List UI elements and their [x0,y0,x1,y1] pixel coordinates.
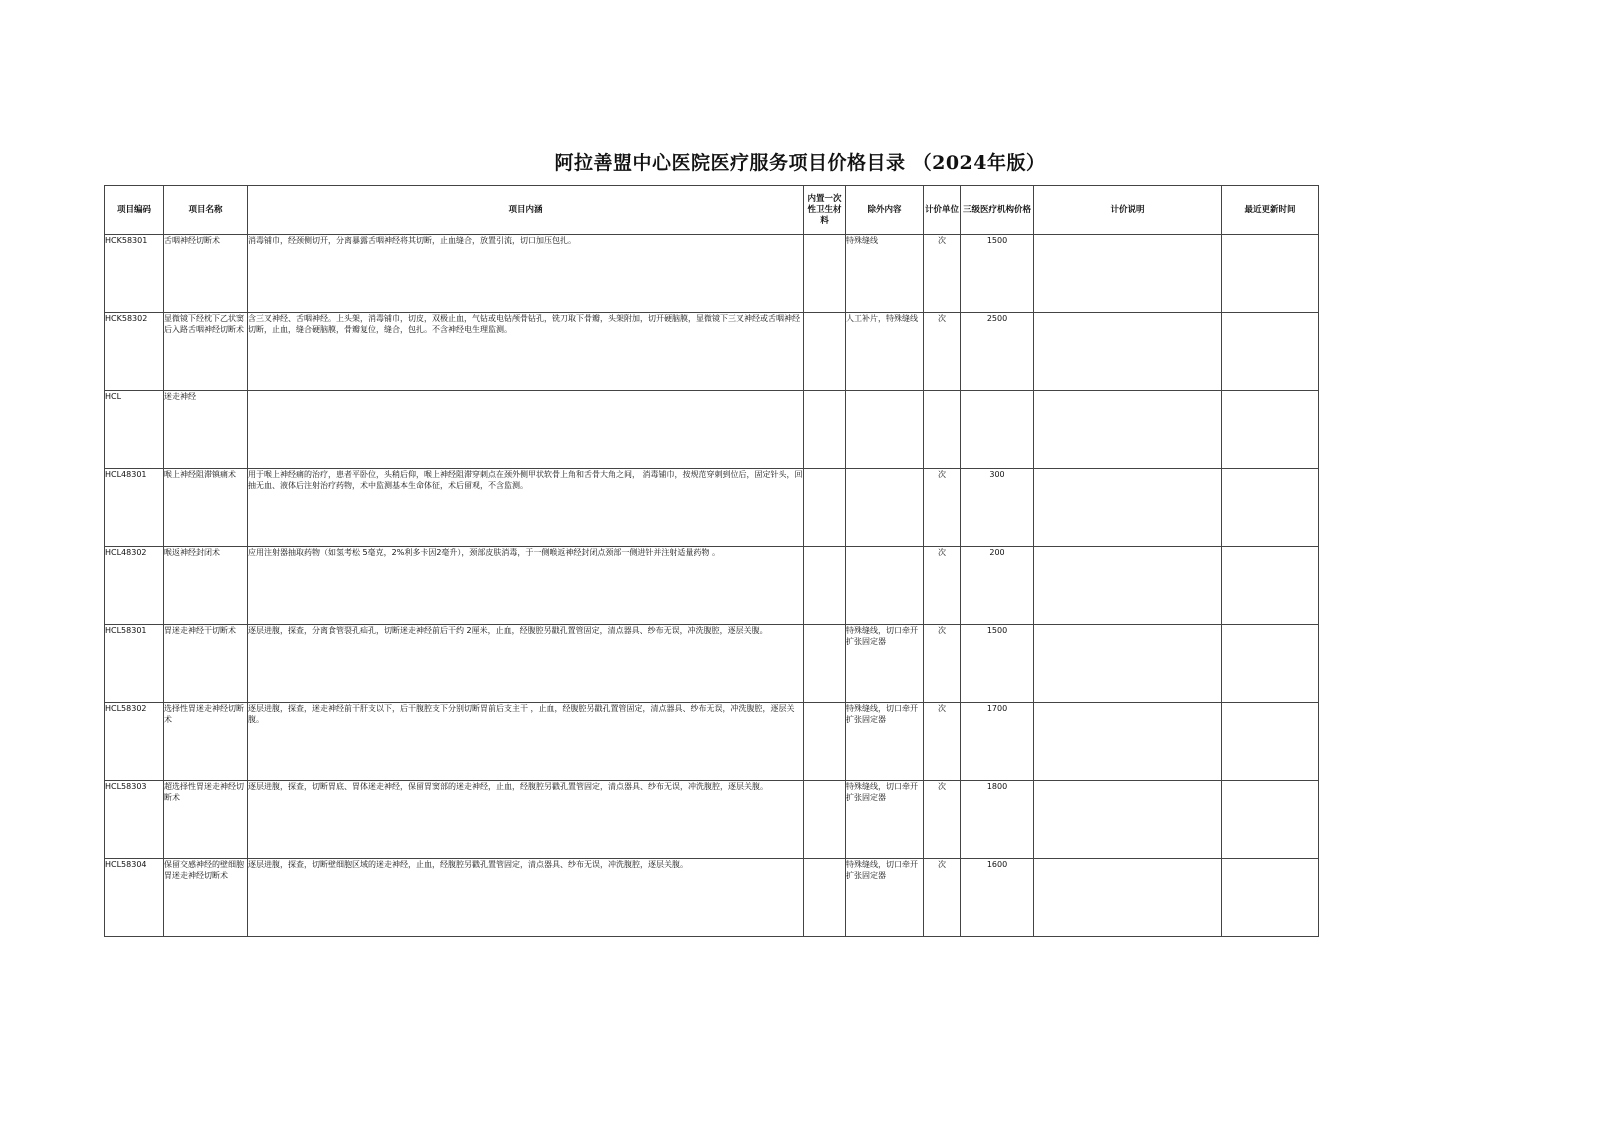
cell-disposable [804,703,846,781]
header-code: 项目编码 [105,186,164,235]
table-row [105,703,1319,781]
cell-note [1034,235,1222,313]
cell-note [1034,547,1222,625]
price-table [104,185,1319,937]
cell-disposable [804,859,846,937]
cell-excluded: 特殊缝线 [846,235,924,313]
cell-content: 逐层进腹，探查，迷走神经前干肝支以下，后干腹腔支下分别切断胃前后支主干 ，止血，经腹腔另戳孔置管固定，清点器具、纱布无误，冲洗腹腔，逐层关腹。 [248,703,804,781]
cell-updated [1222,313,1319,391]
cell-unit [924,391,961,469]
header-excluded: 除外内容 [846,186,924,235]
cell-unit: 次 [924,781,961,859]
cell-price: 1500 [961,235,1034,313]
cell-updated [1222,703,1319,781]
cell-price: 1700 [961,703,1034,781]
cell-unit: 次 [924,703,961,781]
cell-excluded: 特殊缝线，切口牵开扩张固定器 [846,703,924,781]
table-row [105,235,1319,313]
table-row [105,625,1319,703]
cell-price: 1500 [961,625,1034,703]
cell-unit: 次 [924,313,961,391]
cell-updated [1222,625,1319,703]
cell-note [1034,781,1222,859]
cell-name: 胃迷走神经干切断术 [164,625,248,703]
cell-excluded: 特殊缝线，切口牵开扩张固定器 [846,781,924,859]
header-disposable: 内置一次性卫生材料 [804,186,846,235]
cell-updated [1222,859,1319,937]
cell-price: 1800 [961,781,1034,859]
cell-note [1034,703,1222,781]
cell-note [1034,313,1222,391]
cell-updated [1222,469,1319,547]
cell-excluded: 特殊缝线，切口牵开扩张固定器 [846,859,924,937]
page-title: 阿拉善盟中心医院医疗服务项目价格目录 （2024年版） [554,152,1046,174]
cell-name: 迷走神经 [164,391,248,469]
cell-disposable [804,547,846,625]
cell-price: 200 [961,547,1034,625]
cell-price: 300 [961,469,1034,547]
cell-unit: 次 [924,625,961,703]
cell-excluded [846,547,924,625]
cell-name: 舌咽神经切断术 [164,235,248,313]
table-row [105,859,1319,937]
cell-disposable [804,625,846,703]
cell-content: 逐层进腹，探查，分离食管裂孔疝孔，切断迷走神经前后干约 2厘米，止血，经腹腔另戳孔置管固定，清点器具、纱布无误，冲洗腹腔，逐层关腹。 [248,625,804,703]
cell-excluded [846,391,924,469]
cell-content: 含三叉神经、舌咽神经。上头架，消毒铺巾，切皮，双极止血，气钻或电钻颅骨钻孔，铣刀取下骨瓣，头架附加，切开硬脑膜，显微镜下三叉神经或舌咽神经切断，止血，缝合硬脑膜，骨瓣复位，缝合，包扎。不含神经电生理监测。 [248,313,804,391]
cell-unit: 次 [924,469,961,547]
cell-updated [1222,781,1319,859]
table-row [105,547,1319,625]
cell-name: 选择性胃迷走神经切断术 [164,703,248,781]
cell-excluded [846,469,924,547]
cell-unit: 次 [924,235,961,313]
cell-note [1034,469,1222,547]
cell-disposable [804,313,846,391]
cell-code: HCL58302 [105,703,164,781]
cell-content: 逐层进腹，探查，切断壁细胞区域的迷走神经，止血，经腹腔另戳孔置管固定，清点器具、纱布无误，冲洗腹腔，逐层关腹。 [248,859,804,937]
header-note: 计价说明 [1034,186,1222,235]
cell-code: HCL [105,391,164,469]
cell-disposable [804,781,846,859]
cell-code: HCL48302 [105,547,164,625]
cell-disposable [804,469,846,547]
cell-content: 用于喉上神经痛的治疗，患者平卧位，头稍后仰，喉上神经阻滞穿刺点在颈外侧甲状软骨上角和舌骨大角之间， 消毒铺巾，按规范穿刺到位后，固定针头，回抽无血、液体后注射治疗药物，术中监测基本生命体征，术后留观，不含监测。 [248,469,804,547]
cell-note [1034,859,1222,937]
cell-content: 逐层进腹，探查，切断胃底、胃体迷走神经，保留胃窦部的迷走神经，止血，经腹腔另戳孔置管固定，清点器具、纱布无误，冲洗腹腔，逐层关腹。 [248,781,804,859]
header-updated: 最近更新时间 [1222,186,1319,235]
table-row [105,313,1319,391]
cell-excluded: 人工补片，特殊缝线 [846,313,924,391]
table-row [105,469,1319,547]
cell-unit: 次 [924,547,961,625]
cell-code: HCK58301 [105,235,164,313]
cell-name: 超选择性胃迷走神经切断术 [164,781,248,859]
cell-disposable [804,235,846,313]
header-name: 项目名称 [164,186,248,235]
cell-content [248,391,804,469]
cell-name: 保留交感神经的壁细胞胃迷走神经切断术 [164,859,248,937]
cell-name: 喉返神经封闭术 [164,547,248,625]
cell-updated [1222,235,1319,313]
table-row [105,391,1319,469]
header-row [105,186,1319,235]
cell-unit: 次 [924,859,961,937]
cell-content: 应用注射器抽取药物（如氢考松 5毫克，2%利多卡因2毫升），颈部皮肤消毒，于一侧喉返神经封闭点颈部一侧进针并注射适量药物 。 [248,547,804,625]
cell-code: HCL48301 [105,469,164,547]
cell-price: 1600 [961,859,1034,937]
cell-name: 显微镜下经枕下乙状窦后入路舌咽神经切断术 [164,313,248,391]
header-content: 项目内涵 [248,186,804,235]
cell-code: HCL58301 [105,625,164,703]
header-unit: 计价单位 [924,186,961,235]
cell-price [961,391,1034,469]
cell-updated [1222,391,1319,469]
cell-code: HCK58302 [105,313,164,391]
cell-disposable [804,391,846,469]
cell-name: 喉上神经阻滞镇痛术 [164,469,248,547]
cell-note [1034,391,1222,469]
cell-code: HCL58304 [105,859,164,937]
cell-price: 2500 [961,313,1034,391]
cell-excluded: 特殊缝线，切口牵开扩张固定器 [846,625,924,703]
header-price: 三级医疗机构价格 [961,186,1034,235]
table-row [105,781,1319,859]
cell-note [1034,625,1222,703]
cell-content: 消毒铺巾，经颈侧切开，分离暴露舌咽神经将其切断，止血缝合，放置引流，切口加压包扎。 [248,235,804,313]
cell-code: HCL58303 [105,781,164,859]
cell-updated [1222,547,1319,625]
